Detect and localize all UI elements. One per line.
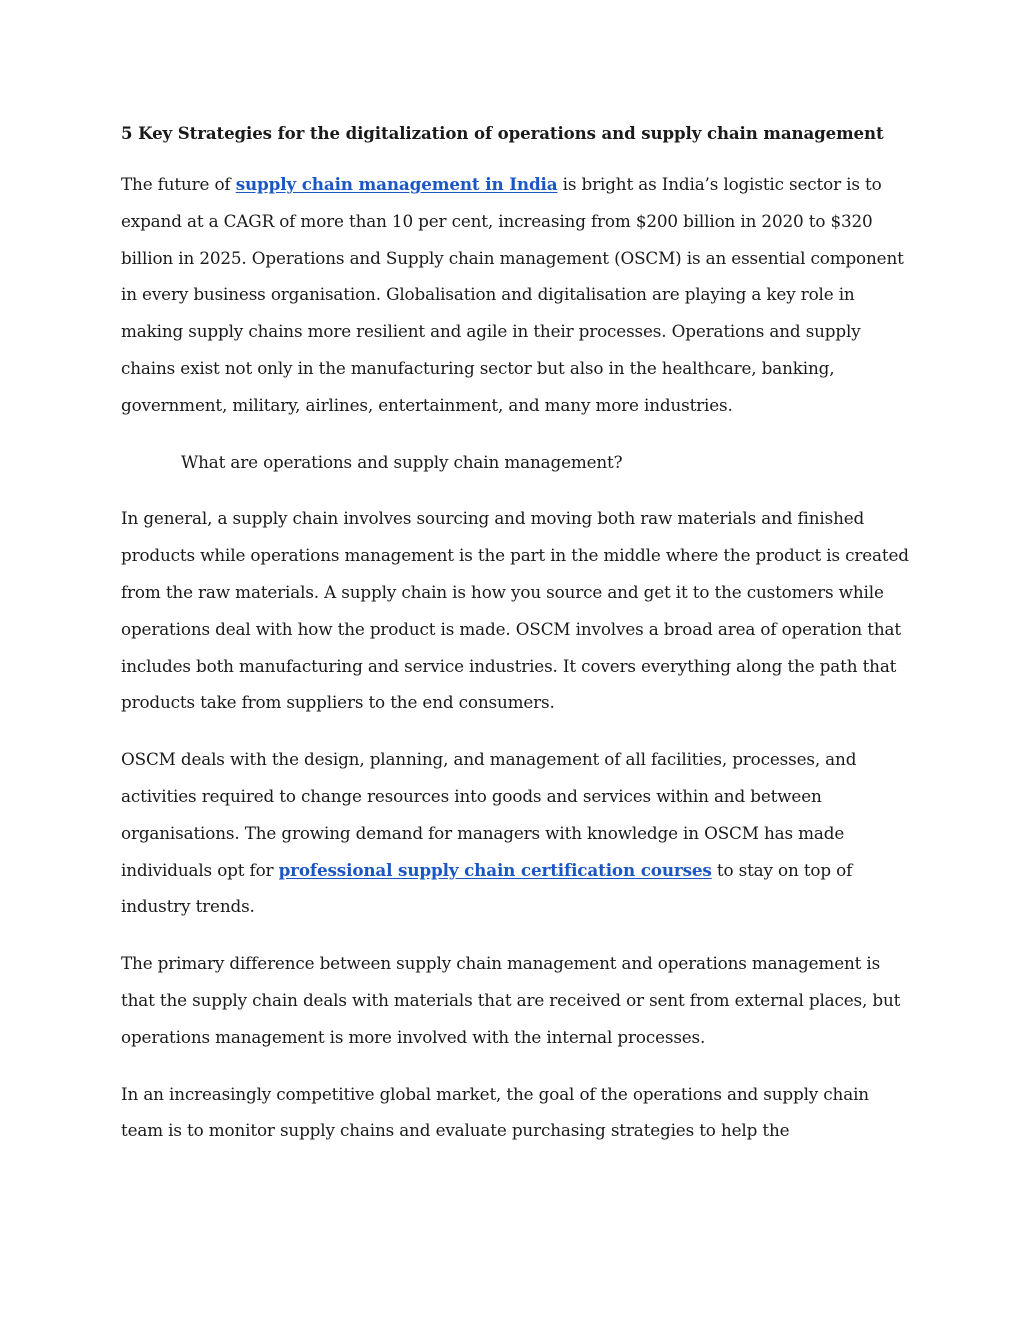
intro-text-before-link: The future of xyxy=(121,174,236,194)
section-subheading: What are operations and supply chain management? xyxy=(181,451,623,472)
certification-courses-link[interactable]: professional supply chain certification courses xyxy=(278,859,712,880)
intro-text-after-link: is bright as India’s logistic sector is to expand at a CAGR of more than 10 per cent, increasing from $200 billion in 2020 to $320 billion in 2025. Operations and Supply chain management (OSCM) is an essential component in every business organisation. Globalisation and digitalisation are playing a key role in making supply chains more resilient and agile in their processes. Operations and supply chains exist not only in the manufacturing sector but also in the healthcare, banking, government, military, airlines, entertainment, and many more industries. xyxy=(121,174,904,415)
intro-paragraph xyxy=(121,166,911,424)
definition-paragraph: In general, a supply chain involves sourcing and moving both raw materials and finished products while operations management is the part in the middle where the product is created from the raw materials. A supply chain is how you source and get it to the customers while operations deal with how the product is made. OSCM involves a broad area of operation that includes both manufacturing and service industries. It covers everything along the path that products take from suppliers to the end consumers. xyxy=(121,508,909,713)
difference-paragraph: The primary difference between supply chain management and operations management is that the supply chain deals with materials that are received or sent from external places, but operations management is more involved with the internal processes. xyxy=(121,953,901,1047)
document-title: 5 Key Strategies for the digitalization of operations and supply chain management xyxy=(121,123,884,143)
document-page xyxy=(121,118,911,1169)
oscm-paragraph xyxy=(121,741,911,925)
oscm-text-after-link: to stay on top of industry trends. xyxy=(121,859,853,917)
supply-chain-india-link[interactable]: supply chain management in India xyxy=(235,174,558,194)
goal-paragraph: In an increasingly competitive global market, the goal of the operations and supply chain team is to monitor supply chains and evaluate purchasing strategies to help the xyxy=(121,1083,869,1141)
oscm-text-before-link: OSCM deals with the design, planning, and management of all facilities, processes, and activities required to change resources into goods and services within and between organisations. The growing demand for managers with knowledge in OSCM has made individuals opt for xyxy=(121,749,857,880)
